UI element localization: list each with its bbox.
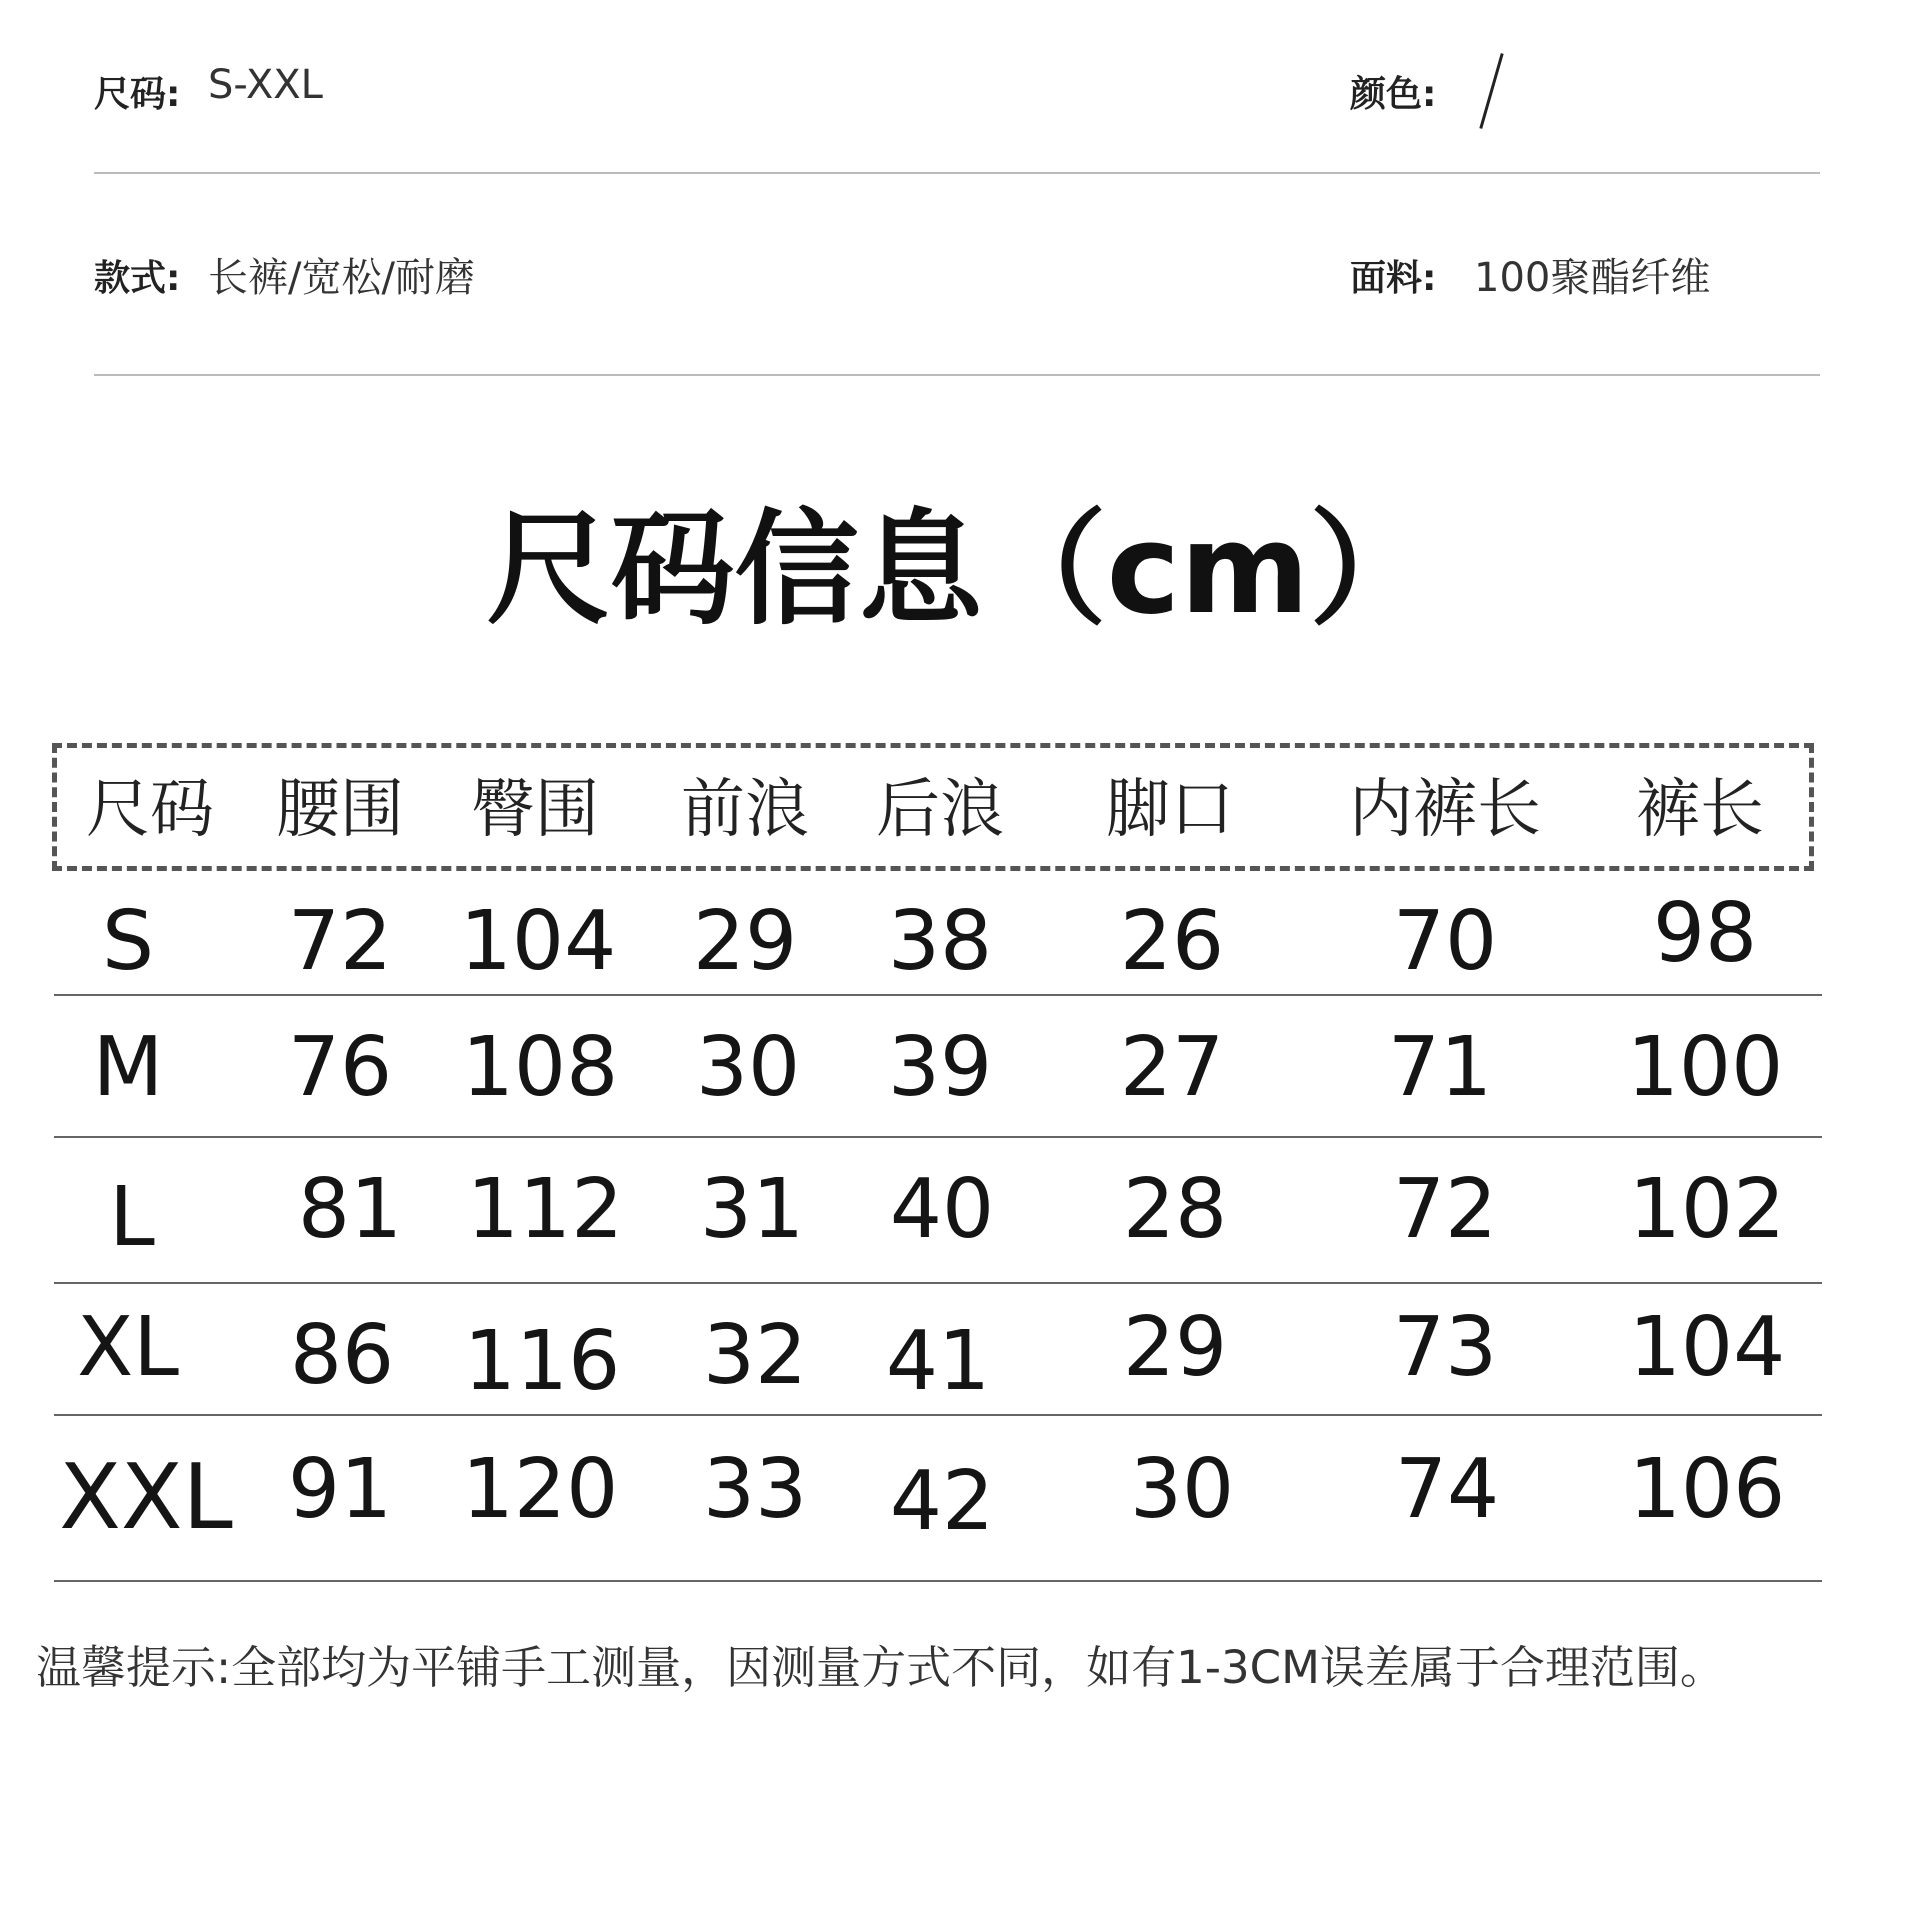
back-rise-cell: 39 [887, 1020, 993, 1115]
hip-cell: 104 [459, 894, 617, 989]
size-cell: XXL [59, 1445, 233, 1550]
length-cell: 98 [1652, 886, 1758, 981]
hip-cell: 108 [461, 1020, 619, 1115]
inseam-cell: 72 [1392, 1162, 1498, 1257]
size-cell: S [101, 894, 155, 989]
header-front-rise: 前浪 [681, 773, 809, 847]
front-rise-cell: 29 [692, 894, 798, 989]
waist-cell: 86 [289, 1308, 395, 1403]
front-rise-cell: 33 [702, 1442, 808, 1537]
header-hip: 臀围 [471, 773, 599, 847]
inseam-cell: 73 [1392, 1300, 1498, 1395]
back-rise-cell: 40 [889, 1162, 995, 1257]
size-cell: L [109, 1170, 155, 1265]
style-value: 长裤/宽松/耐磨 [208, 255, 475, 301]
header-length: 裤长 [1636, 773, 1764, 847]
row-divider [54, 1282, 1822, 1284]
header-inseam: 内裤长 [1349, 773, 1541, 847]
row-divider [54, 994, 1822, 996]
leg-opening-cell: 26 [1119, 894, 1225, 989]
header-back-rise: 后浪 [876, 773, 1004, 847]
leg-opening-cell: 30 [1129, 1442, 1235, 1537]
waist-cell: 72 [287, 894, 393, 989]
color-label: 颜色: [1350, 74, 1437, 115]
hip-cell: 120 [461, 1442, 619, 1537]
divider-top [94, 172, 1820, 174]
size-cell: XL [77, 1300, 179, 1395]
leg-opening-cell: 29 [1122, 1300, 1228, 1395]
back-rise-cell: 42 [889, 1454, 995, 1549]
inseam-cell: 71 [1387, 1020, 1493, 1115]
front-rise-cell: 31 [699, 1162, 805, 1257]
hip-cell: 112 [466, 1162, 624, 1257]
header-size: 尺码 [86, 773, 214, 847]
header-waist: 腰围 [276, 773, 404, 847]
inseam-cell: 70 [1392, 894, 1498, 989]
size-value: S-XXL [208, 62, 323, 108]
fabric-value: 100聚酯纤维 [1474, 255, 1711, 301]
waist-cell: 91 [287, 1442, 393, 1537]
leg-opening-cell: 27 [1119, 1020, 1225, 1115]
length-cell: 106 [1628, 1442, 1786, 1537]
row-divider [54, 1414, 1822, 1416]
back-rise-cell: 38 [887, 894, 993, 989]
hip-cell: 116 [463, 1314, 621, 1409]
length-cell: 102 [1628, 1162, 1786, 1257]
header-leg-opening: 脚口 [1106, 773, 1234, 847]
front-rise-cell: 30 [695, 1020, 801, 1115]
length-cell: 104 [1628, 1300, 1786, 1395]
row-divider [54, 1136, 1822, 1138]
waist-cell: 76 [287, 1020, 393, 1115]
fabric-label: 面料: [1350, 258, 1437, 299]
front-rise-cell: 32 [702, 1308, 808, 1403]
measurement-note: 温馨提示:全部均为平铺手工测量，因测量方式不同，如有1-3CM误差属于合理范围。 [36, 1641, 1725, 1694]
leg-opening-cell: 28 [1122, 1162, 1228, 1257]
size-cell: M [92, 1020, 164, 1115]
inseam-cell: 74 [1394, 1442, 1500, 1537]
row-divider [54, 1580, 1822, 1582]
waist-cell: 81 [297, 1162, 403, 1257]
divider-middle [94, 374, 1820, 376]
page-title: 尺码信息（cm） [486, 498, 1434, 642]
back-rise-cell: 41 [885, 1314, 991, 1409]
size-label: 尺码: [94, 74, 181, 115]
length-cell: 100 [1626, 1020, 1784, 1115]
style-label: 款式: [94, 258, 181, 299]
color-empty-slash [1479, 53, 1503, 129]
